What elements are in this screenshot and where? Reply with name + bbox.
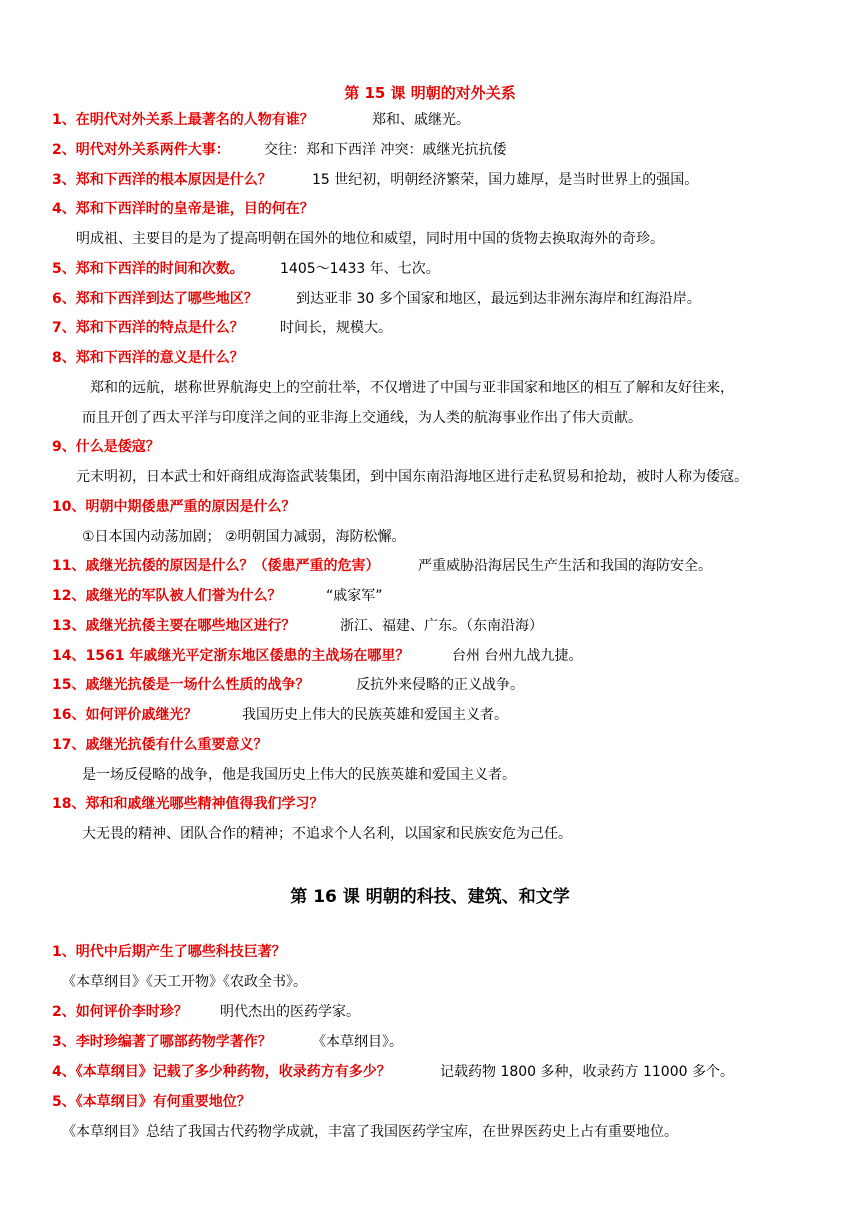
lesson15-answer-18: 大无畏的精神、团队合作的精神；不追求个人名利，以国家和民族安危为己任。	[82, 826, 572, 842]
lesson15-question-7: 7、郑和下西洋的特点是什么？	[52, 320, 244, 336]
lesson15-answer-13: 浙江、福建、广东。（东南沿海）	[340, 618, 543, 634]
lesson16-question-4: 4、《本草纲目》记载了多少种药物，收录药方有多少？	[52, 1064, 391, 1080]
lesson15-question-8: 8、郑和下西洋的意义是什么？	[52, 350, 244, 366]
lesson15-question-10: 10、明朝中期倭患严重的原因是什么？	[52, 499, 296, 515]
lesson15-question-13: 13、戚继光抗倭主要在哪些地区进行？	[52, 618, 296, 634]
lesson16-question-2: 2、如何评价李时珍？	[52, 1004, 188, 1020]
lesson15-answer-8-line2: 而且开创了西太平洋与印度洋之间的亚非海上交通线，为人类的航海事业作出了伟大贡献。	[82, 410, 642, 426]
lesson15-question-2: 2、明代对外关系两件大事：	[52, 142, 230, 158]
lesson16-answer-5: 《本草纲目》总结了我国古代药物学成就，丰富了我国医药学宝库，在世界医药史上占有重要地位。	[62, 1124, 678, 1140]
lesson15-answer-5: 1405～1433 年、七次。	[280, 261, 440, 277]
lesson15-answer-11: 严重威胁沿海居民生产生活和我国的海防安全。	[418, 558, 712, 574]
lesson15-question-6: 6、郑和下西洋到达了哪些地区？	[52, 291, 258, 307]
lesson15-question-18: 18、郑和和戚继光哪些精神值得我们学习？	[52, 796, 324, 812]
lesson15-question-16: 16、如何评价戚继光？	[52, 707, 198, 723]
lesson15-question-1: 1、在明代对外关系上最著名的人物有谁？	[52, 112, 314, 128]
lesson16-answer-2: 明代杰出的医药学家。	[220, 1004, 360, 1020]
lesson15-question-14: 14、1561 年戚继光平定浙东地区倭患的主战场在哪里？	[52, 648, 410, 664]
lesson15-answer-14: 台州 台州九战九捷。	[452, 648, 583, 664]
lesson15-title: 第 15 课 明朝的对外关系	[344, 84, 516, 102]
lesson15-question-5: 5、郑和下西洋的时间和次数。	[52, 261, 244, 277]
lesson16-question-1: 1、明代中后期产生了哪些科技巨著？	[52, 944, 286, 960]
lesson16-title: 第 16 课 明朝的科技、建筑、和文学	[290, 887, 570, 907]
lesson15-question-17: 17、戚继光抗倭有什么重要意义？	[52, 737, 268, 753]
lesson15-answer-6: 到达亚非 30 多个国家和地区，最远到达非洲东海岸和红海沿岸。	[296, 291, 701, 307]
lesson15-answer-16: 我国历史上伟大的民族英雄和爱国主义者。	[242, 707, 508, 723]
lesson15-question-12: 12、戚继光的军队被人们誉为什么？	[52, 588, 282, 604]
lesson16-answer-4: 记载药物 1800 多种，收录药方 11000 多个。	[440, 1064, 734, 1080]
lesson16-answer-3: 《本草纲目》。	[312, 1034, 403, 1050]
lesson15-question-3: 3、郑和下西洋的根本原因是什么？	[52, 172, 272, 188]
lesson16-question-5: 5、《本草纲目》有何重要地位？	[52, 1094, 251, 1110]
lesson15-answer-2: 交往：郑和下西洋 冲突：戚继光抗抗倭	[264, 142, 507, 158]
lesson15-answer-7: 时间长，规模大。	[280, 320, 392, 336]
lesson15-answer-9: 元末明初，日本武士和奸商组成海盗武装集团，到中国东南沿海地区进行走私贸易和抢劫，被时人称为倭寇。	[76, 469, 748, 485]
lesson15-answer-4: 明成祖、主要目的是为了提高明朝在国外的地位和威望，同时用中国的货物去换取海外的奇珍。	[76, 231, 664, 247]
lesson16-answer-1: 《本草纲目》《天工开物》《农政全书》。	[62, 974, 307, 990]
lesson15-answer-3: 15 世纪初，明朝经济繁荣，国力雄厚，是当时世界上的强国。	[312, 172, 699, 188]
lesson15-answer-1: 郑和、戚继光。	[372, 112, 470, 128]
lesson15-question-4: 4、郑和下西洋时的皇帝是谁，目的何在？	[52, 201, 314, 217]
lesson15-question-9: 9、什么是倭寇？	[52, 439, 160, 455]
lesson15-answer-15: 反抗外来侵略的正义战争。	[356, 677, 524, 693]
lesson15-answer-12: “戚家军”	[326, 588, 383, 604]
lesson15-question-15: 15、戚继光抗倭是一场什么性质的战争？	[52, 677, 310, 693]
lesson15-question-11: 11、戚继光抗倭的原因是什么？（倭患严重的危害）	[52, 558, 380, 574]
lesson15-answer-17: 是一场反侵略的战争，他是我国历史上伟大的民族英雄和爱国主义者。	[82, 767, 516, 783]
lesson16-question-3: 3、李时珍编著了哪部药物学著作？	[52, 1034, 272, 1050]
lesson15-answer-10: ①日本国内动荡加剧； ②明朝国力减弱，海防松懈。	[82, 529, 406, 545]
lesson15-answer-8-line1: 郑和的远航，堪称世界航海史上的空前壮举，不仅增进了中国与亚非国家和地区的相互了解和友好往来，	[90, 380, 734, 396]
